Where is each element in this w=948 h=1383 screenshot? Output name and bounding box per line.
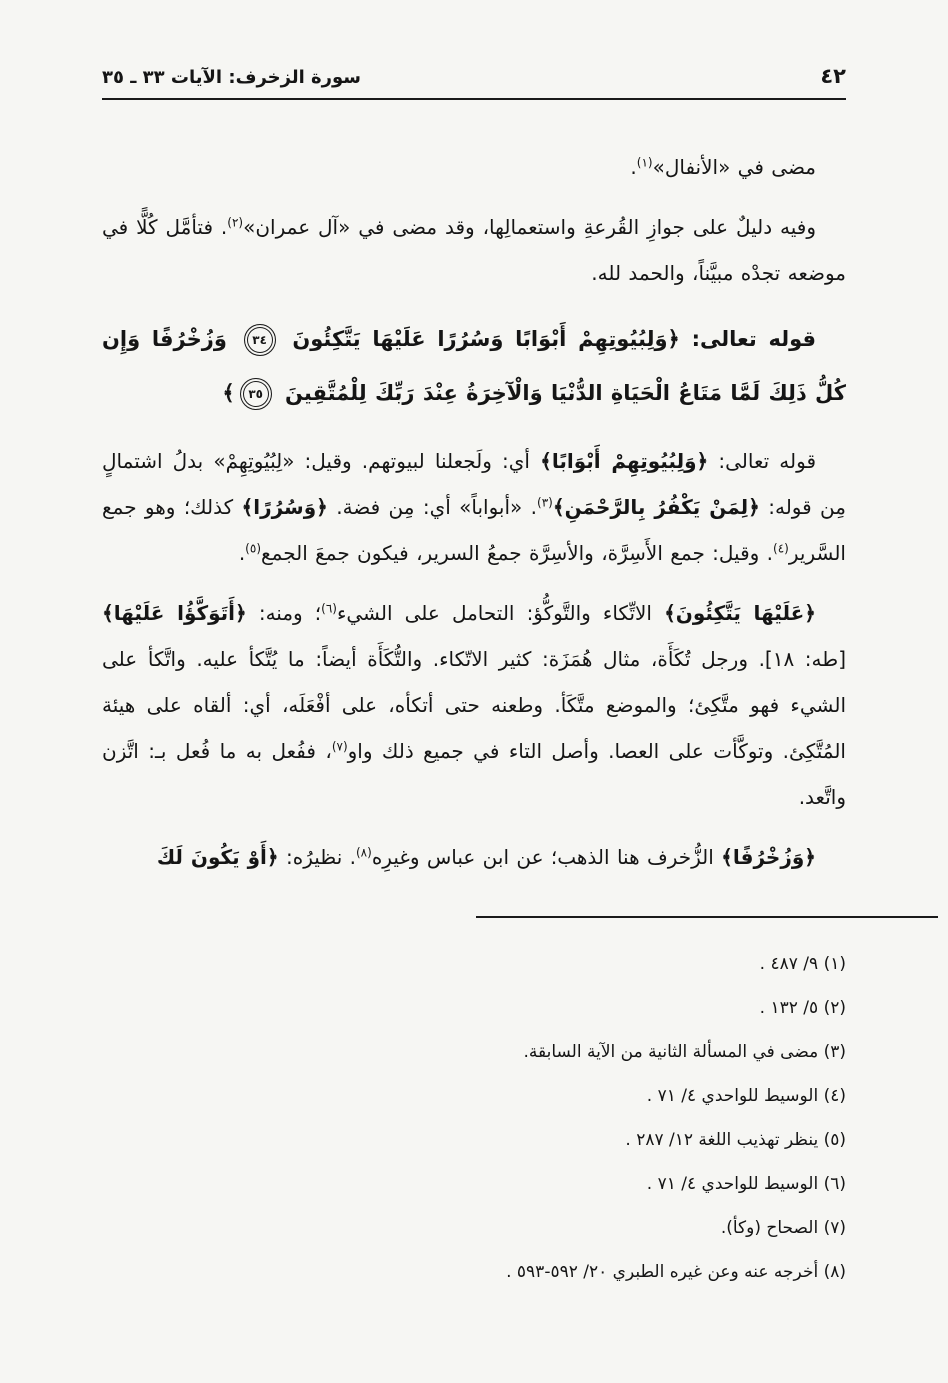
footnote-5: (٥) ينظر تهذيب اللغة ١٢/ ٢٨٧ . xyxy=(625,1130,846,1150)
text-segment: وفيه دليلٌ على جوازِ القُرعةِ واستعمالِها، وقد مضى في «آل عمران» xyxy=(243,215,816,239)
quran-quote: ﴿وَلِبُيُوتِهِمْ أَبْوَابًا﴾ xyxy=(540,449,709,473)
quran-verse-block xyxy=(102,312,846,420)
text-segment: ؛ ومنه: xyxy=(246,601,322,625)
text-segment: كذلك؛ وهو جمع السَّرير xyxy=(102,495,846,565)
text-segment: . xyxy=(630,155,637,179)
footnotes-section xyxy=(102,944,846,1292)
paragraph-6 xyxy=(102,834,846,880)
footnote-ref: (٣) xyxy=(537,495,553,510)
bold-lead-in: قوله تعالى: xyxy=(679,327,817,351)
ayah-number-badge: ٣٤ xyxy=(244,324,276,356)
quran-quote: ﴾ xyxy=(222,381,235,405)
quran-quote: ﴿وَزُخْرُفًا﴾ xyxy=(721,845,816,869)
text-segment: . «أبواباً» أي: مِن فضة. xyxy=(327,495,538,519)
text-segment: أي: ولَجعلنا لبيوتهم. وقيل: «لِبُيُوتِهِمْ» بدلُ اشتمالٍ مِن قوله: xyxy=(102,449,846,519)
footnote-ref: (٢) xyxy=(227,215,244,230)
chapter-title: سورة الزخرف: الآيات ٣٣ ـ ٣٥ xyxy=(102,67,362,88)
page-header xyxy=(102,64,846,88)
footnote-ref: (١) xyxy=(636,155,653,170)
footnote-8: (٨) أخرجه عنه وعن غيره الطبري ٢٠/ ٥٩٢-٥٩٣ . xyxy=(506,1262,846,1282)
footnote-2: (٢) ٥/ ١٣٢ . xyxy=(759,998,846,1018)
header-divider xyxy=(102,98,846,100)
quran-quote: وَزُخْرُفًا وَإِن كُلُّ ذَلِكَ لَمَّا مَتَاعُ الْحَيَاةِ الدُّنْيَا وَالْآخِرَةُ عِنْدَ رَبِّكَ لِلْمُتَّقِينَ xyxy=(102,327,846,405)
text-segment: . نظيرُه: xyxy=(278,845,356,869)
paragraph-2 xyxy=(102,204,846,296)
footnote-ref: (٥) xyxy=(245,541,261,556)
text-segment: مضى في «الأنفال» xyxy=(652,155,816,179)
quran-quote: ﴿وَلِبُيُوتِهِمْ أَبْوَابًا وَسُرُرًا عَلَيْهَا يَتَّكِئُونَ xyxy=(280,327,680,351)
page-number: ٤٢ xyxy=(820,64,846,88)
page-body xyxy=(102,144,846,880)
text-segment: الزُّخرف هنا الذهب؛ عن ابن عباس وغيرِه xyxy=(371,845,722,869)
text-segment: قوله تعالى: xyxy=(708,449,817,473)
footnote-7: (٧) الصحاح (وكأ). xyxy=(720,1218,846,1238)
footnote-ref: (٨) xyxy=(355,845,372,860)
text-segment: . وقيل: جمع الأَسِرَّة، والأسِرَّة جمعُ السرير، فيكون جمعَ الجمع xyxy=(261,541,774,565)
text-segment: . فتأمَّل كُلًّا في موضعه تجدْه مبيَّناً، والحمد لله. xyxy=(102,215,846,285)
footnote-4: (٤) الوسيط للواحدي ٤/ ٧١ . xyxy=(646,1086,846,1106)
footnote-6: (٦) الوسيط للواحدي ٤/ ٧١ . xyxy=(646,1174,846,1194)
quran-quote: ﴿عَلَيْهَا يَتَّكِئُونَ﴾ xyxy=(664,601,816,625)
quran-quote: ﴿وَسُرُرًا﴾ xyxy=(241,495,328,519)
footnote-ref: (٧) xyxy=(331,739,348,754)
footnote-1: (١) ٩/ ٤٨٧ . xyxy=(759,954,846,974)
text-segment: الاتِّكاء والتَّوكُّؤ: التحامل على الشيء xyxy=(336,601,665,625)
text-segment: [طه: ١٨]. ورجل تُكَأَة، مثال هُمَزَة: كثير الاتّكاء. والتُّكَأَة أيضاً: ما يُتَّكأ عليه. واتَّكأ على الشيء فهو متَّكِئ؛ والموضع متَّكَأ. وطعنه حتى أتكأه، على أفْعَلَه، أي: ألقاه على هيئة المُتَّكِئ. وتوكَّأت على العصا. وأصل التاء في جميع ذلك واو xyxy=(102,647,846,763)
footnote-3: (٣) مضى في المسألة الثانية من الآية السابقة. xyxy=(523,1042,846,1062)
quran-quote: ﴿أَوْ يَكُونَ لَكَ xyxy=(156,845,279,869)
footnote-ref: (٤) xyxy=(773,541,789,556)
quran-quote: ﴿أَتَوَكَّؤُا عَلَيْهَا﴾ xyxy=(102,601,247,625)
text-segment: . xyxy=(238,541,246,565)
quran-quote: ﴿لِمَنْ يَكْفُرُ بِالرَّحْمَنِ﴾ xyxy=(552,495,760,519)
paragraph-5 xyxy=(102,590,846,820)
ayah-number-badge: ٣٥ xyxy=(240,378,272,410)
footnote-divider xyxy=(476,916,938,918)
paragraph-1 xyxy=(102,144,846,190)
footnote-ref: (٦) xyxy=(321,601,337,616)
paragraph-4 xyxy=(102,438,846,576)
text-segment: ، ففُعل به ما فُعل بـ: اتَّزن واتَّعد. xyxy=(102,739,846,809)
